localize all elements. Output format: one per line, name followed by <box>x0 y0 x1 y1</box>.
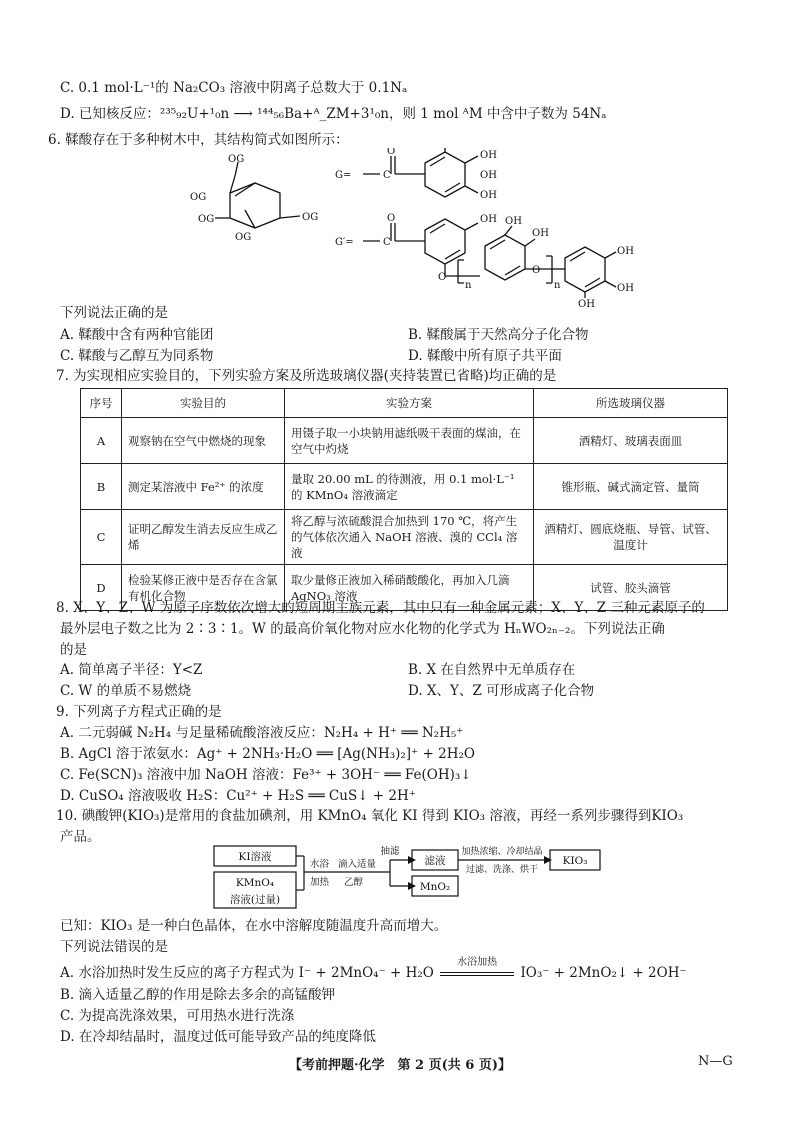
table-header: 实验目的 <box>122 389 285 418</box>
table-header: 实验方案 <box>285 389 534 418</box>
q10-flow-diagram <box>210 840 640 912</box>
flow-ki: KI溶液 <box>238 851 272 863</box>
og-label: OG <box>235 232 252 243</box>
q7-stem: 7. 为实现相应实验目的，下列实验方案及所选玻璃仪器(夹持装置已省略)均正确的是 <box>56 368 557 384</box>
flow-heat: 加热 <box>310 877 330 888</box>
q6-option-c: C. 鞣酸与乙醇互为同系物 <box>60 348 214 364</box>
q8-option-a: A. 简单离子半径：Y<Z <box>60 662 203 678</box>
table-cell: C <box>81 510 122 565</box>
flow-kmno4-a: KMnO₄ <box>235 877 275 889</box>
table-cell: 将乙醇与浓硫酸混合加热到 170 ℃，将产生的气体依次通入 NaOH 溶液、溴的 CCl₄ 溶液 <box>285 510 534 565</box>
paper-code: N—G <box>698 1054 733 1069</box>
og-label: OG <box>198 214 215 225</box>
q10-option-a <box>60 957 687 983</box>
q9-option-c: C. Fe(SCN)₃ 溶液中加 NaOH 溶液：Fe³⁺ + 3OH⁻ ══ Fe(OH)₃↓ <box>60 767 472 783</box>
q9-option-d: D. CuSO₄ 溶液吸收 H₂S：Cu²⁺ + H₂S ══ CuS↓ + 2H⁺ <box>60 788 416 804</box>
q10-ask: 下列说法错误的是 <box>60 939 168 955</box>
flow-water: 水浴 <box>310 859 330 870</box>
n-label: n <box>554 280 561 291</box>
oh-label: OH <box>480 190 497 201</box>
table-header: 所选玻璃仪器 <box>534 389 728 418</box>
q10-known: 已知：KIO₃ 是一种白色晶体，在水中溶解度随温度升高而增大。 <box>60 918 448 934</box>
flow-ethanol: 乙醇 <box>344 877 364 888</box>
flow-add: 滴入适量 <box>338 859 377 870</box>
table-cell: 测定某溶液中 Fe²⁺ 的浓度 <box>122 464 285 510</box>
q8-stem-line3: 的是 <box>60 642 87 658</box>
o-label: O <box>387 213 396 224</box>
q10-stem-line2: 产品。 <box>60 829 101 845</box>
table-row <box>81 464 728 510</box>
flow-kmno4-b: 溶液(过量) <box>229 894 281 906</box>
q5-option-c: C. 0.1 mol·L⁻¹的 Na₂CO₃ 溶液中阴离子总数大于 0.1Nₐ <box>60 80 408 96</box>
q5-option-d: D. 已知核反应：²³⁵₉₂U+¹₀n ⟶ ¹⁴⁴₅₆Ba+ᴬ_ZM+3¹₀n，则 1 mol ᴬM 中含中子数为 54Nₐ <box>60 106 607 122</box>
g2-label: G′= <box>335 237 354 248</box>
o-label: O <box>438 272 447 283</box>
og-label: OG <box>190 192 207 203</box>
table-cell: 用镊子取一小块钠用滤纸吸干表面的煤油，在空气中灼烧 <box>285 418 534 464</box>
q6-option-a: A. 鞣酸中含有两种官能团 <box>60 327 214 343</box>
q10-option-d: D. 在冷却结晶时，温度过低可能导致产品的纯度降低 <box>60 1029 376 1045</box>
q8-option-c: C. W 的单质不易燃烧 <box>60 683 192 699</box>
og-label: OG <box>228 154 245 165</box>
o-label: O <box>387 148 396 157</box>
oh-label: OH <box>617 283 634 294</box>
table-row <box>81 418 728 464</box>
oh-label: OH <box>480 170 497 181</box>
table-header: 序号 <box>81 389 122 418</box>
n-label: n <box>465 280 472 291</box>
flow-filtrate: 滤液 <box>424 855 446 867</box>
table-cell: 锥形瓶、碱式滴定管、量筒 <box>534 464 728 510</box>
q6-stem: 6. 鞣酸存在于多种树木中，其结构简式如图所示： <box>48 132 349 148</box>
oh-label: OH <box>505 216 522 227</box>
flow-step2: 过滤、洗涤、烘干 <box>465 865 539 875</box>
q8-stem-line1: 8. X、Y、Z、W 为原子序数依次增大的短周期主族元素，其中只有一种金属元素；X、Y、Z 三种元素原子的 <box>56 600 705 616</box>
c-label: C <box>383 170 391 181</box>
table-cell: B <box>81 464 122 510</box>
reaction-arrow <box>438 957 516 983</box>
flow-step1: 加热浓缩、冷却结晶 <box>461 847 543 857</box>
reaction-condition: 水浴加热 <box>457 957 498 968</box>
q8-stem-line2: 最外层电子数之比为 2∶3∶1。W 的最高价氧化物对应水化物的化学式为 HₙWO₂ₙ₋₂。下列说法正确 <box>60 621 665 637</box>
o-label: O <box>532 265 541 276</box>
q10-option-a-rhs: IO₃⁻ + 2MnO₂↓ + 2OH⁻ <box>520 965 687 981</box>
q9-stem: 9. 下列离子方程式正确的是 <box>56 704 222 720</box>
oh-label: OH <box>578 299 595 308</box>
q6-option-b: B. 鞣酸属于天然高分子化合物 <box>408 327 589 343</box>
q6-option-d: D. 鞣酸中所有原子共平面 <box>408 348 562 364</box>
table-cell: 观察钠在空气中燃烧的现象 <box>122 418 285 464</box>
page-footer: 【考前押题·化学 第 2 页(共 6 页)】 <box>288 1058 512 1073</box>
oh-label: OH <box>480 150 497 161</box>
q9-option-a: A. 二元弱碱 N₂H₄ 与足量稀硫酸溶液反应：N₂H₄ + H⁺ ══ N₂H₅⁺ <box>60 725 464 741</box>
q10-option-b: B. 滴入适量乙醇的作用是除去多余的高锰酸钾 <box>60 987 336 1003</box>
q10-option-c: C. 为提高洗涤效果，可用热水进行洗涤 <box>60 1008 295 1024</box>
table-cell: 试管、胶头滴管 <box>534 565 728 611</box>
g-label: G= <box>335 170 352 181</box>
q7-experiment-table <box>80 388 728 611</box>
q8-option-b: B. X 在自然界中无单质存在 <box>408 662 576 678</box>
table-row <box>81 510 728 565</box>
c-label: C <box>383 237 391 248</box>
table-cell: A <box>81 418 122 464</box>
q8-option-d: D. X、Y、Z 可形成离子化合物 <box>408 683 595 699</box>
table-cell: 量取 20.00 mL 的待测液，用 0.1 mol·L⁻¹ 的 KMnO₄ 溶液滴定 <box>285 464 534 510</box>
og-label: OG <box>302 212 319 223</box>
oh-label: OH <box>480 214 497 225</box>
q10-stem-line1: 10. 碘酸钾(KIO₃)是常用的食盐加碘剂，用 KMnO₄ 氧化 KI 得到 KIO₃ 溶液，再经一系列步骤得到KIO₃ <box>56 808 684 824</box>
table-cell: 检验某修正液中是否存在含氯有机化合物 <box>122 565 285 611</box>
table-cell: 酒精灯、圆底烧瓶、导管、试管、温度计 <box>534 510 728 565</box>
q10-option-a-lhs: A. 水浴加热时发生反应的离子方程式为 I⁻ + 2MnO₄⁻ + H₂O <box>60 965 434 981</box>
oh-label: OH <box>617 246 634 257</box>
q6-ask: 下列说法正确的是 <box>60 305 168 321</box>
table-cell: D <box>81 565 122 611</box>
table-header-row <box>81 389 728 418</box>
flow-filter: 抽滤 <box>380 846 400 857</box>
q6-structure-figure <box>180 148 650 308</box>
table-cell: 酒精灯、玻璃表面皿 <box>534 418 728 464</box>
table-cell: 证明乙醇发生消去反应生成乙烯 <box>122 510 285 565</box>
flow-product: KIO₃ <box>562 855 588 867</box>
table-cell: 取少量修正液加入稀硝酸酸化，再加入几滴 AgNO₃ 溶液 <box>285 565 534 611</box>
q9-option-b: B. AgCl 溶于浓氨水：Ag⁺ + 2NH₃·H₂O ══ [Ag(NH₃)₂]⁺ + 2H₂O <box>60 746 475 762</box>
flow-mno2: MnO₂ <box>419 881 451 893</box>
oh-label: OH <box>532 228 549 239</box>
